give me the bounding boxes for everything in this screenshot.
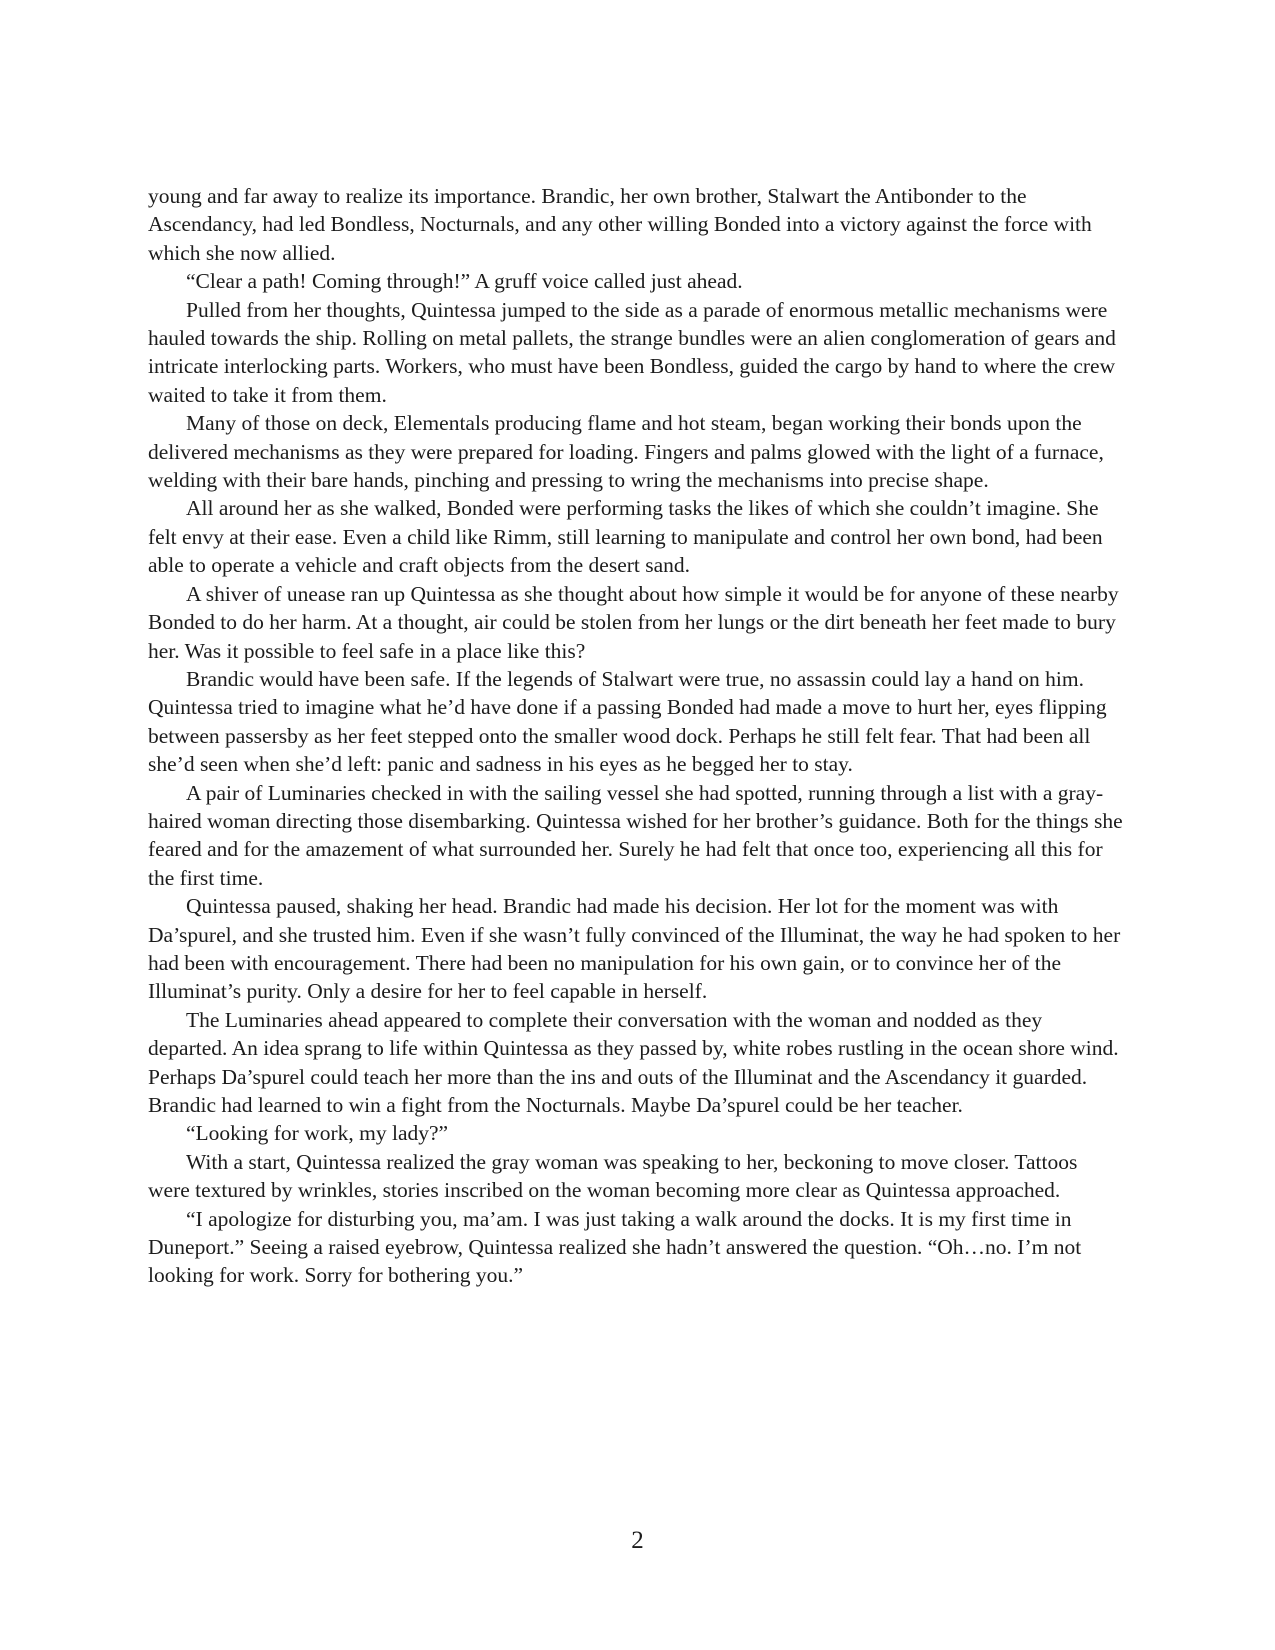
paragraph: With a start, Quintessa realized the gray woman was speaking to her, beckoning to move closer. Tattoos were textured by wrinkles, stories inscribed on the woman becoming more clear as Quintessa approached. xyxy=(148,1149,1078,1203)
paragraph: The Luminaries ahead appeared to complete their conversation with the woman and nodded as they departed. An idea sprang to life within Quintessa as they passed by, white robes rustling in the ocean shore wind. Perhaps Da’spurel could teach her more than the ins and outs of the Illuminat and the Ascendancy it guarded. Brandic had learned to win a fight from the Nocturnals. Maybe Da’spurel could be her teacher. xyxy=(148,1007,1119,1117)
paragraph: Quintessa paused, shaking her head. Brandic had made his decision. Her lot for the moment was with Da’spurel, and she trusted him. Even if she wasn’t fully convinced of the Illuminat, the way he had spoken to her had been with encouragement. There had been no manipulation for his own gain, or to convince her of the Illuminat’s purity. Only a desire for her to feel capable in herself. xyxy=(148,894,1121,1004)
paragraph: All around her as she walked, Bonded were performing tasks the likes of which she couldn’t imagine. She felt envy at their ease. Even a child like Rimm, still learning to manipulate and control her own bond, had been able to operate a vehicle and craft objects from the desert sand. xyxy=(148,496,1103,578)
paragraph: Brandic would have been safe. If the legends of Stalwart were true, no assassin could lay a hand on him. Quintessa tried to imagine what he’d have done if a passing Bonded had made a move to hurt her, eyes flipping between passersby as her feet stepped onto the smaller wood dock. Perhaps he still felt fear. That had been all she’d seen when she’d left: panic and sadness in his eyes as he begged her to stay. xyxy=(148,666,1107,777)
paragraph-continuation: young and far away to realize its importance. Brandic, her own brother, Stalwart the Antibonder to the Ascendancy, had led Bondless, Nocturnals, and any other willing Bonded into a victory against the force with which she now allied. xyxy=(148,184,1092,265)
paragraph: Many of those on deck, Elementals producing flame and hot steam, began working their bonds upon the delivered mechanisms as they were prepared for loading. Fingers and palms glowed with the light of a furnace, welding with their bare hands, pinching and pressing to wring the mechanisms into precise shape. xyxy=(148,411,1104,493)
page-number: 2 xyxy=(631,1527,644,1554)
body-text xyxy=(148,182,1123,1290)
paragraph: A pair of Luminaries checked in with the sailing vessel she had spotted, running through a list with a gray-haired woman directing those disembarking. Quintessa wished for her brother’s guidance. Both for the things she feared and for the amazement of what surrounded her. Surely he had felt that once too, experiencing all this for the first time. xyxy=(148,780,1123,890)
paragraph: A shiver of unease ran up Quintessa as she thought about how simple it would be for anyone of these nearby Bonded to do her harm. At a thought, air could be stolen from her lungs or the dirt beneath her feet made to bury her. Was it possible to feel safe in a place like this? xyxy=(148,581,1119,663)
paragraph: Pulled from her thoughts, Quintessa jumped to the side as a parade of enormous metallic mechanisms were hauled towards the ship. Rolling on metal pallets, the strange bundles were an alien conglomeration of gears and intricate interlocking parts. Workers, who must have been Bondless, guided the cargo by hand to where the crew waited to take it from them. xyxy=(148,297,1116,407)
paragraph: “Looking for work, my lady?” xyxy=(186,1121,449,1146)
paragraph: “Clear a path! Coming through!” A gruff voice called just ahead. xyxy=(186,269,743,294)
paragraph: “I apologize for disturbing you, ma’am. I was just taking a walk around the docks. It is my first time in Duneport.” Seeing a raised eyebrow, Quintessa realized she hadn’t answered the question. “Oh…no. I’m not looking for work. Sorry for bothering you.” xyxy=(148,1206,1082,1288)
